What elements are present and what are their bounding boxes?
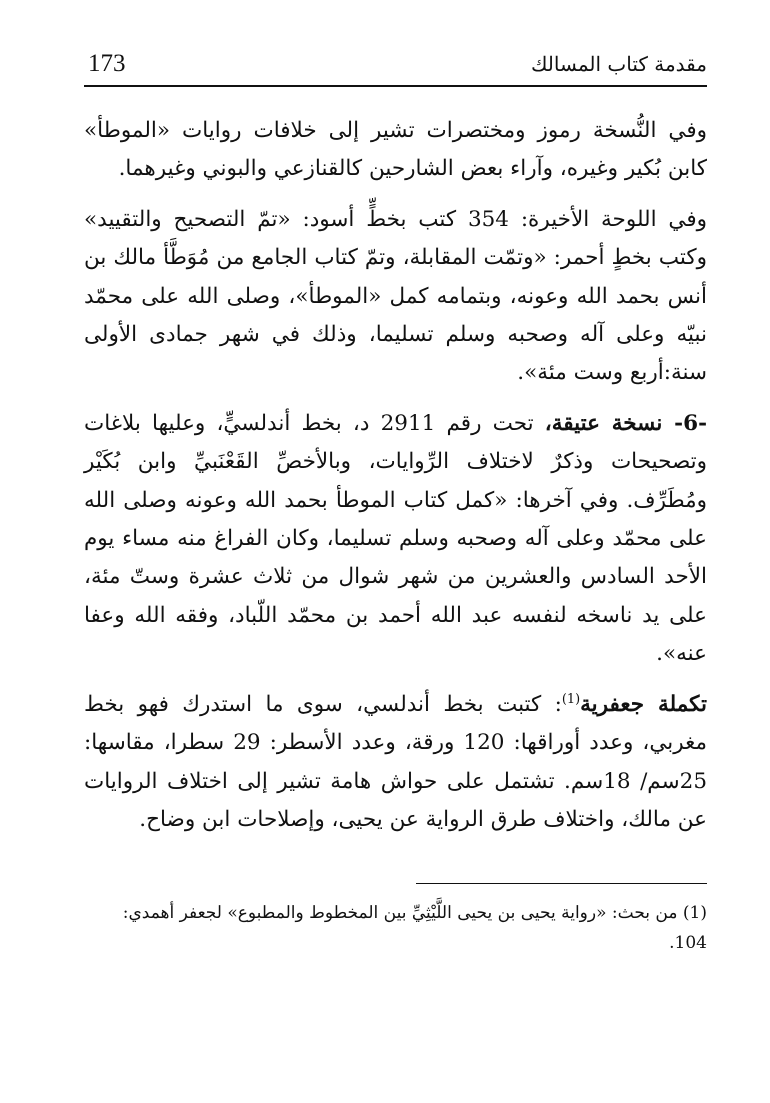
footnote-marker: (1): [561, 691, 581, 707]
paragraph-recension-notes: [84, 112, 707, 189]
page-header: [84, 44, 707, 84]
main-text: [84, 112, 707, 839]
paragraph-text: تحت رقم 2911 د، بخط أندلسيٍّ، وعليها بلاغات وتصحيحات وذكرٌ لاختلاف الرِّوايات، وبالأخصِّ القَعْنَبيِّ وابن بُكَيْر ومُطَرِّف. وفي آخرها: «كمل كتاب الموطأ بحمد الله وعونه وصلى الله على محمّد وعلى آله وصحبه وسلم تسليما، وكان الفراغ منه مساء يوم الأحد السادس والعشرين من شهر شوال من ثلاث عشرة وستّ مئة، على يد ناسخه لنفسه عبد الله أحمد بن محمّد اللّباد، وفقه الله وعفا عنه».: [84, 410, 707, 667]
paragraph-text: : كتبت بخط أندلسي، سوى ما استدرك فهو بخط مغربي، وعدد أوراقها: 120 ورقة، وعدد الأسطر: 29 سطرا، مقاسها: 25سم/ 18سم. تشتمل على حواش هامة تشير إلى اختلاف الروايات عن مالك، واختلاف طرق الرواية عن يحيى، وإصلاحات ابن وضاح.: [84, 691, 707, 832]
paragraph-text: وفي النُّسخة رموز ومختصرات تشير إلى خلافات روايات «الموطأ» كابن بُكير وغيره، وآراء بعض الشارحين كالقنازعي والبوني وغيرهما.: [84, 118, 707, 182]
header-rule: [84, 85, 707, 87]
paragraph-last-folio: [84, 201, 707, 393]
paragraph-old-manuscript: [84, 405, 707, 674]
running-title: مقدمة كتاب المسالك: [530, 52, 707, 76]
footnote: (1) من بحث: «رواية يحيى بن يحيى اللَّيْثِيِّ بين المخطوط والمطبوع» لجعفر أهمدي: 104.: [122, 903, 707, 953]
page-number: 173: [88, 50, 126, 77]
paragraph-lead: -6- نسخة عتيقة،: [544, 410, 707, 436]
paragraph-jafariya-supplement: [84, 686, 707, 840]
paragraph-text: وفي اللوحة الأخيرة: 354 كتب بخطٍّ أسود: «تمّ التصحيح والتقييد» وكتب بخطٍ أحمر: «وتمّت المقابلة، وتمّ كتاب الجامع من مُوَطَّأ مالك بن أنس بحمد الله وعونه، وبتمامه كمل «الموطأ»، وصلى الله على محمّد نبيّه وعلى آله وصحبه وسلم تسليما، وذلك في شهر جمادى الأولى سنة:أربع وست مئة».: [84, 206, 707, 386]
footnote-rule: [416, 883, 707, 884]
paragraph-lead: تكملة جعفرية: [580, 691, 707, 717]
